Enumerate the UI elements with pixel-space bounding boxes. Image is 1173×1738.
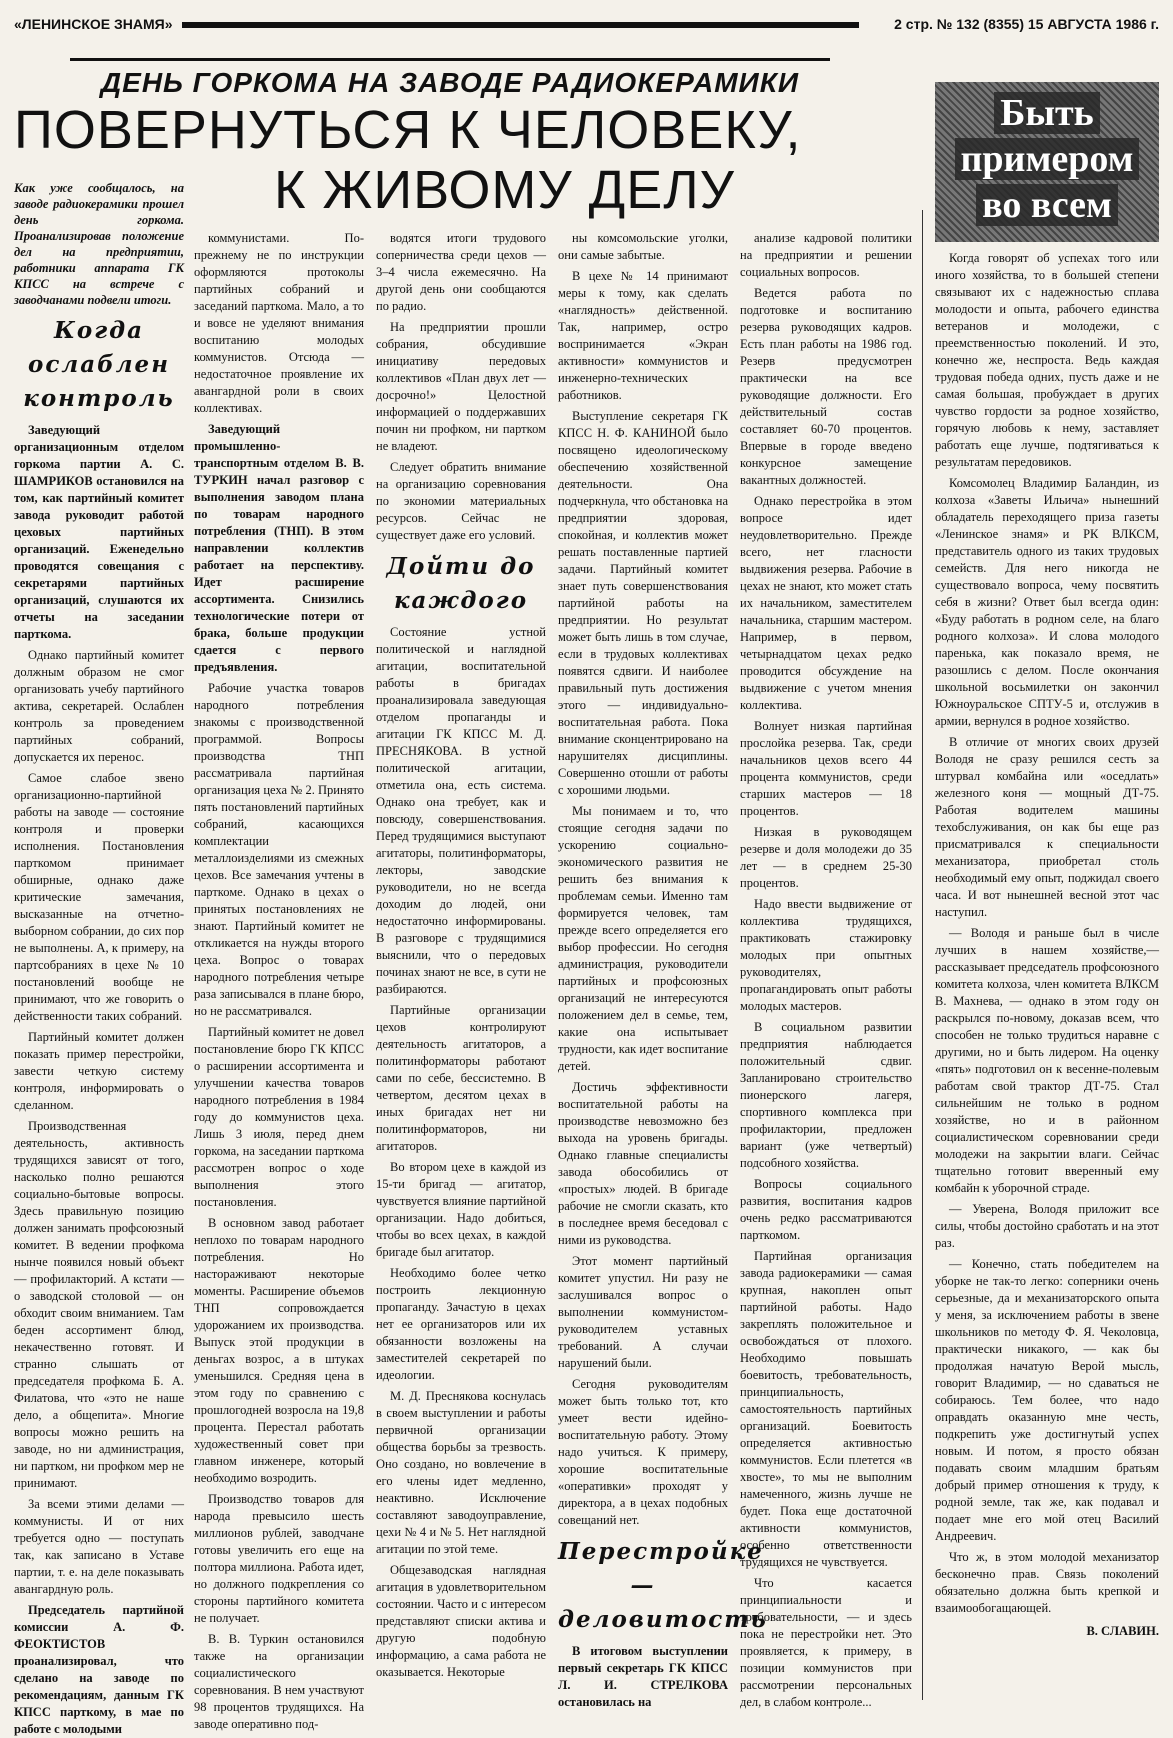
- paragraph: М. Д. Преснякова коснулась в своем выступлении и работы первичной организации общества борьбы за трезвость. Оно создано, но вовлечение в его члены идет медленно, неактивно. Исключение составляют заводоуправление, цехи № 4 и № 5. Нет наглядной агитации по этой теме.: [376, 1389, 546, 1556]
- paragraph: ны комсомольские уголки, они самые забытые.: [558, 231, 728, 262]
- sidebar-article: [935, 250, 1159, 1700]
- paragraph: Однако партийный комитет должным образом не смог организовать учебу партийного актива, секретарей. Ослаблен контроль за проведением партийных собраний, допускается их перенос.: [14, 648, 184, 764]
- article-column-4: [558, 230, 768, 1709]
- paper-name: «ЛЕНИНСКОЕ ЗНАМЯ»: [14, 16, 173, 32]
- paragraph: Низкая в руководящем резерве и доля молодежи до 35 лет — в среднем 25-30 процентов.: [740, 825, 912, 890]
- paragraph: Что ж, в этом молодой механизатор бесконечно прав. Связь поколений обязательно должна быть крепкой и взаимообогащающей.: [935, 1550, 1159, 1615]
- masthead: [14, 12, 1159, 36]
- article-column-2: [194, 230, 364, 1731]
- paragraph: Производственная деятельность, активность трудящихся зависят от того, насколько полно решаются социально-бытовые вопросы. Здесь правильную позицию должен занимать профсоюзный комитет. В ведении профкома нынче появился новый объект — профилакторий. А кстати — о заводской столовой — он обходит своим вниманием. Там беден ассортимент блюд, некачественно готовят. И странно слышать от председателя профкома Б. А. Филатова, что «это не наше дело, а общепита». Многие вопросы можно решить на заводе, но ни администрация, ни партком, ни профком мер не принимают.: [14, 1119, 184, 1490]
- paragraph: Необходимо более четко построить лекционную пропаганду. Зачастую в цехах нет ее организаторов или их обязанности возложены на заместителей секретарей по идеологии.: [376, 1266, 546, 1382]
- paragraph: Состояние устной политической и наглядной агитации, воспитательной работы в бригадах проанализировала заведующая отделом пропаганды и агитации ГК КПСС М. Д. ПРЕСНЯКОВА. В устной политической агитации, отметила она, есть система. Однако она требует, как и повсюду, совершенствования. Перед трудящимися выступают агитаторы, политинформаторы, лекторы, заводские руководители, но не всегда доходим до людей, они недостаточно информированы. В разговоре с трудящимися выяснили, что о передовых починах знают не все, в сути не разбираются.: [376, 625, 546, 996]
- paragraph: Партийная организация завода радиокерамики — самая крупная, накоплен опыт партийной работы. Надо закреплять положительное и освобождаться от плохого. Необходимо повышать боевитость, требовательность, принципиальность, самостоятельность партийных организаций. Боевитость определяется активностью коммунистов. Если плетется «в хвосте», то мы не выполним намеченного, жизнь лучше не будет. Пока еще достаточной активности коммунистов, особенно ответственности трудящихся не чувствуется.: [740, 1249, 912, 1569]
- paragraph: Достичь эффективности воспитательной работы на производстве невозможно без выхода на уровень бригады. Однако главные специалисты завода обособились от «простых» людей. В бригаде рабочие не смогли сказать, кто в последнее время беседовал с ними из руководства.: [558, 1080, 728, 1247]
- paragraph: Этот момент партийный комитет упустил. Ни разу не заслушивался вопрос о выполнении коммунистом-руководителем уставных требований. А случаи нарушений были.: [558, 1254, 728, 1370]
- author-signature: В. СЛАВИН.: [1086, 1624, 1159, 1638]
- paragraph: водятся итоги трудового соперничества среди цехов — 3–4 числа ежемесячно. На другой день они сообщаются по радио.: [376, 231, 546, 313]
- paragraph: Заведующий промышленно-транспортным отделом В. В. ТУРКИН начал разговор с выполнения заводом плана по товарам народного потребления (ТНП). В этом направлении коллектив работает на перспективу. Идет расширение ассортимента. Снизились технологические потери от брака, больше продукции сдается с первого предъявления.: [194, 422, 364, 674]
- paragraph: — Конечно, стать победителем на уборке не так-то легко: соперники очень серьезные, да и механизаторского опыта у меня, за исключением работы в звене школьников по методу Ф. Я. Чеколовца, практически никакого, — как бы продолжая начатую Верой мысль, говорит Владимир, — но сдаваться не собираюсь. Тем более, что надо оправдать оказанную мне честь, подкрепить уже достигнутый успех новым. И потом, я просто обязан подавать своим младшим братьям добрый пример отношения к труду, к родной земле, так же, как подавал и подает мне его мой отец Василий Андреевич.: [935, 1257, 1159, 1543]
- sidebar-title-line: во всем: [935, 182, 1159, 228]
- paragraph: Волнует низкая партийная прослойка резерва. Так, среди начальников цехов всего 44 процента коммунистов, среди старших мастеров — 18 процентов.: [740, 719, 912, 818]
- paragraph: На предприятии прошли собрания, обсудившие инициативу передовых коллективов «План двух лет — досрочно!» Целостной информацией о поддержавших почин ни профком, ни партком не владеют.: [376, 320, 546, 453]
- headline-line-1: ПОВЕРНУТЬСЯ К ЧЕЛОВЕКУ,: [14, 100, 802, 160]
- paragraph: Ведется работа по подготовке и воспитанию резерва руководящих кадров. Есть план работы на 1986 год. Резерв предусмотрен практически на все руководящие должности. Его действительный состав составляет 60-70 процентов. Впервые в городе введено конкурсное замещение вакантных должностей.: [740, 286, 912, 487]
- headline-line-2: К ЖИВОМУ ДЕЛУ: [274, 160, 735, 220]
- sidebar-title-line: Быть: [935, 90, 1159, 136]
- paragraph: Председатель партийной комиссии А. Ф. ФЕОКТИСТОВ проанализировал, что сделано на заводе по рекомендациям, данным ГК КПСС парткому, в мае по работе с молодыми: [14, 1603, 184, 1736]
- section-kicker: ДЕНЬ ГОРКОМА НА ЗАВОДЕ РАДИОКЕРАМИКИ: [70, 58, 830, 99]
- paragraph: За всеми этими делами — коммунисты. И от них требуется одно — поступать так, как записано в Уставе партии, т. е. на деле показывать авангардную роль.: [14, 1497, 184, 1596]
- sidebar-title-line: примером: [935, 136, 1159, 182]
- paragraph: Производство товаров для народа превысило шесть миллионов рублей, заводчане готовы увеличить его еще на полтора миллиона. Работа идет, но должного подкрепления со стороны партийного комитета не получает.: [194, 1492, 364, 1625]
- paragraph: В основном завод работает неплохо по товарам народного потребления. Но настораживают некоторые моменты. Расширение объемов ТНП сопровождается удорожанием их производства. Выпуск этой продукции в деньгах возрос, а в штуках уменьшился. Средняя цена в этом году по сравнению с прошлогодней возросла на 19,8 процента. Перестал работать художественный совет при главном инженере, который необходимо возродить.: [194, 1216, 364, 1485]
- paragraph: В. В. Туркин остановился также на организации социалистического соревнования. В нем участвуют 98 процентов трудящихся. На заводе оперативно под-: [194, 1632, 364, 1731]
- paragraph: Однако перестройка в этом вопросе идет неудовлетворительно. Прежде всего, нет гласности выдвижения резерва. Рабочие в цехах не знают, кто может стать их начальником, заместителем начальника, старшим мастером. Например, в первом, четырнадцатом цехах редко проводится обсуждение на выдвижение с учетом мнения коллектива.: [740, 494, 912, 712]
- sidebar-title-box: [935, 82, 1159, 242]
- paragraph: В отличие от многих своих друзей Володя не сразу решился сесть за штурвал комбайна или «оседлать» железного коня — мощный ДТ-75. Работая водителем машины техобслуживания, он как бы еще раз присматривался к специальности механизатора, приобретал столь необходимый ему опыт, поджидал своего часа. И вот нынешней весной этот час наступил.: [935, 735, 1159, 919]
- column-divider: [922, 210, 923, 1700]
- paragraph: коммунистами. По-прежнему не по инструкции оформляются протоколы партийных собраний и заседаний парткома. Мало, а то и вовсе не уделяют внимания воспитанию молодых коммунистов. Отсюда — недостаточное проявление их авангардной роли в своих коллективах.: [194, 231, 364, 415]
- paragraph: Что касается принципиальности и требовательности, — и здесь пока не перестройки нет. Это проявляется, к примеру, в позиции коммунистов при рассмотрении персональных дел, в слабом контроле...: [740, 1576, 912, 1709]
- paragraph: Партийные организации цехов контролируют деятельность агитаторов, а политинформаторы работают сами по себе, бессистемно. В четвертом, десятом цехах в иных бригадах нет ни политинформаторов, ни агитаторов.: [376, 1003, 546, 1153]
- paragraph: Мы понимаем и то, что стоящие сегодня задачи по ускорению социально-экономического развития не решить без внимания к проблемам семьи. Именно там формируется человек, там прежде всего определяется его выбор профессии. Но сегодня администрация, руководители партийных и профсоюзных организаций не интересуются положением дел в семье, тем, какие она испытывает трудности, как идет воспитание детей.: [558, 804, 728, 1073]
- paragraph: Во втором цехе в каждой из 15-ти бригад — агитатор, чувствуется влияние партийной организации. Надо добиться, чтобы во всех цехах, в каждой бригаде был агитатор.: [376, 1160, 546, 1259]
- paragraph: анализе кадровой политики на предприятии и решении социальных вопросов.: [740, 231, 912, 279]
- paragraph: Партийный комитет должен показать пример перестройки, завести четкую систему контроля, информировать о сделанном.: [14, 1030, 184, 1112]
- article-column-5: [740, 230, 912, 1709]
- paragraph: Заведующий организационным отделом горкома партии А. С. ШАМРИКОВ остановился на том, как партийный комитет завода руководит работой цеховых партийных организаций. Еженедельно проводятся совещания с секретарями партийных организаций, слушаются их отчеты на заседании парткома.: [14, 423, 184, 641]
- paragraph: В социальном развитии предприятия наблюдается положительный сдвиг. Запланировано строительство пионерского лагеря, спортивного комплекса при профилактории, предложен вариант (уже четвертый) подсобного хозяйства.: [740, 1020, 912, 1170]
- paragraph: Комсомолец Владимир Баландин, из колхоза «Заветы Ильича» нынешний обладатель переходящего приза газеты «Ленинское знамя» и РК ВЛКСМ, представитель одного из таких трудовых семейств. Для него никогда не существовало вопроса, чему посвятить себя в жизни? Ответ был всегда один: «Буду работать в родном селе, на благо родного колхоза». И слова молодого паренька, как показало время, не разошлись с делом. После окончания школьной восьмилетки он закончил Южноуральское СПТУ-5 и, отслужив в армии, вернулся в родное хозяйство.: [935, 476, 1159, 728]
- subhead-control: Когда ослаблен контроль: [23, 317, 175, 412]
- paragraph: В итоговом выступлении первый секретарь ГК КПСС Л. И. СТРЕЛКОВА остановилась на: [558, 1644, 728, 1709]
- paragraph: Выступление секретаря ГК КПСС Н. Ф. КАНИНОЙ было посвящено идеологическому обеспечению хозяйственной деятельности. Она подчеркнула, что обстановка на предприятии здоровая, спокойная, и коллектив может решать поставленные партией задачи. Партийный комитет знает путь совершенствования партийной работы на предприятии. Но результат может быть лишь в том случае, если в трудовых коллективах появятся сдвиги. И наиболее правильный путь достижения этого — индивидуально-воспитательная работа. Пока внимание сконцентрировано на нарушителях дисциплины. Совершенно отошли от работы с хорошими людьми.: [558, 409, 728, 797]
- paragraph: Когда говорят об успехах того или иного хозяйства, то в большей степени связывают их с надежностью сплава молодости и опыта, рабочего единства ветеранов и молодежи, с преемственностью поколений. И это, конечно же, неспроста. Ведь каждая трудовая победа одних, пусть даже и не самая большая, пробуждает в других чувство гордости за родное хозяйство, горячую любовь к нему, заставляет работать еще лучше, подтягиваться к результатам передовиков.: [935, 251, 1159, 469]
- paragraph: Партийный комитет не довел постановление бюро ГК КПСС о расширении ассортимента и улучшении качества товаров народного потребления в 1984 году до коммунистов цеха. Лишь 3 июля, перед днем горкома, на заседании парткома рассмотрен вопрос о ходе выполнения этого постановления.: [194, 1025, 364, 1209]
- paragraph: Общезаводская наглядная агитация в удовлетворительном состоянии. Часто и с интересом представляют списки актива и другую подобную информацию, а сама работа не оказывается. Некоторые: [376, 1563, 546, 1679]
- article-column-3: [376, 230, 546, 1700]
- paragraph: Сегодня руководителям может быть только тот, кто умеет вести идейно-воспитательную работу. Этому надо учиться. К примеру, хорошие воспитательные «оперативки» проходят у директора, а в цехах подобных совещаний нет.: [558, 1377, 728, 1527]
- paragraph: Следует обратить внимание на организацию соревнования по экономии материальных ресурсов. Сейчас не существует даже его условий.: [376, 460, 546, 542]
- paragraph: Самое слабое звено организационно-партийной работы на заводе — состояние контроля и проверки исполнения. Постановления парткомом принимает обширные, однако даже критические замечания, высказанные на отчетно-выборном собрании, до сих пор не выполнены. А, к примеру, на партсобраниях в цехе № 10 постановлений вообще не принимают, что же говорить о действенности таких собраний.: [14, 771, 184, 1023]
- paragraph: — Уверена, Володя приложит все силы, чтобы достойно сработать и на этот раз.: [935, 1202, 1159, 1250]
- paragraph: Вопросы социального развития, воспитания кадров очень редко рассматриваются парткомом.: [740, 1177, 912, 1242]
- paragraph: Рабочие участка товаров народного потребления знакомы с производственной программой. Вопросы производства ТНП рассматривала партийная организация цеха № 2. Принято пять постановлений партийных собраний, касающихся комплектации металлоизделиями из смежных цехов. Все замечания учтены в парткоме. Однако в цехах о принятых постановлениях не знают. Партийный комитет не откликается на нужды второго цеха. Вопрос о товарах народного потребления четыре раза записывался в плане бюро, но не рассматривался.: [194, 681, 364, 1018]
- paragraph: В цехе № 14 принимают меры к тому, как сделать «наглядность» действенной. Так, например, остро воспринимается «Экран активности» коммунистов и инженерно-технических работников.: [558, 269, 728, 402]
- paragraph: — Володя и раньше был в числе лучших в нашем хозяйстве,— рассказывает председатель профсоюзного комитета колхоза, член комитета ВЛКСМ В. Махнева, — однако в этом году он раскрылся по-новому, доказав всем, что способен не только трудиться наравне с другими, но и быть лидером. На оценку «пять» подготовил он к весенне-полевым работам свой трактор ДТ-75. Стал сильнейшим не только в родном хозяйстве, но и в районном социалистическом соревновании среди молодежи на закрытии влаги. Сейчас тщательно готовит вверенный ему комбайн к уборочной страде.: [935, 926, 1159, 1195]
- article-lead: Как уже сообщалось, на заводе радиокерамики прошел день горкома. Проанализировав положение дел на предприятии, работники аппарата ГК КПСС на встрече с заводчанами подвели итоги.: [14, 181, 184, 307]
- paragraph: Надо ввести выдвижение от коллектива трудящихся, практиковать стажировку молодых при опытных руководителях, пропагандировать опыт работы молодых мастеров.: [740, 897, 912, 1013]
- subhead-reach-everyone: Дойти до каждого: [386, 553, 536, 614]
- issue-info: 2 стр. № 132 (8355) 15 АВГУСТА 1986 г.: [894, 16, 1159, 32]
- article-column-1: [14, 180, 184, 1736]
- subhead-restructuring: Перестройке — деловитость: [558, 1538, 768, 1633]
- masthead-rule: [182, 22, 859, 28]
